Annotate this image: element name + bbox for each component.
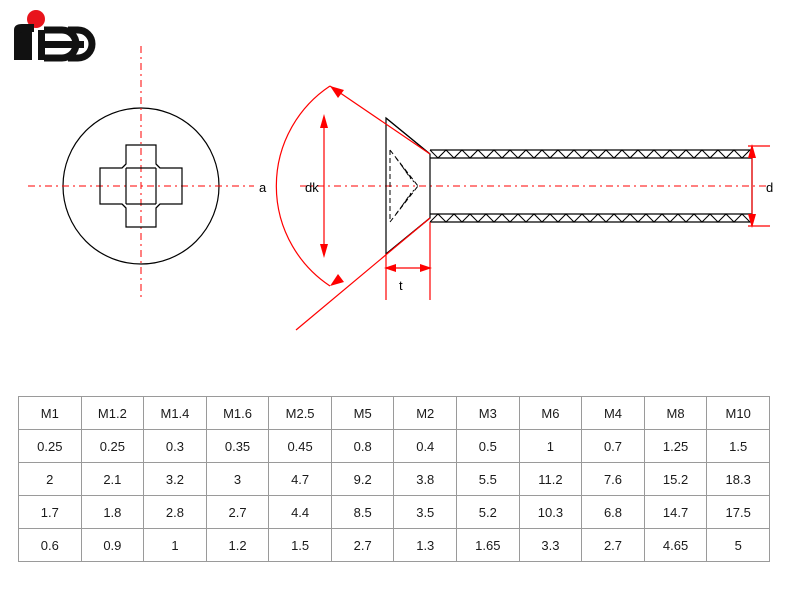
table-row: [19, 463, 770, 496]
table-cell: 1: [144, 529, 207, 562]
table-cell: 0.5: [457, 430, 520, 463]
table-header-cell: M4: [582, 397, 645, 430]
table-header-cell: M2: [394, 397, 457, 430]
table-cell: 18.3: [707, 463, 770, 496]
table-cell: 3.8: [394, 463, 457, 496]
angle-leader-lines: [296, 86, 430, 330]
table-cell: 3.3: [519, 529, 582, 562]
table-cell: 11.2: [519, 463, 582, 496]
table-cell: 1.3: [394, 529, 457, 562]
table-cell: 6.8: [582, 496, 645, 529]
table-cell: 1.7: [19, 496, 82, 529]
angle-arrow-bottom: [330, 274, 344, 286]
table-cell: 10.3: [519, 496, 582, 529]
table-cell: 0.6: [19, 529, 82, 562]
table-header-cell: M10: [707, 397, 770, 430]
table-cell: 2: [19, 463, 82, 496]
table-header-cell: M6: [519, 397, 582, 430]
table-cell: 1.2: [206, 529, 269, 562]
table-cell: 1.5: [707, 430, 770, 463]
table-header-cell: M1.6: [206, 397, 269, 430]
angle-arrow-top: [330, 86, 344, 98]
label-head-diameter-dk: dk: [305, 180, 319, 195]
table-cell: 3.2: [144, 463, 207, 496]
table-cell: 0.7: [582, 430, 645, 463]
table-cell: 3: [206, 463, 269, 496]
thread-profile-upper: [430, 150, 750, 158]
table-header-cell: M1.4: [144, 397, 207, 430]
spec-table: [18, 396, 770, 562]
table-cell: 8.5: [331, 496, 394, 529]
table-cell: 4.7: [269, 463, 332, 496]
table-row: [19, 430, 770, 463]
table-cell: 1.65: [457, 529, 520, 562]
table-cell: 1.5: [269, 529, 332, 562]
table-cell: 0.9: [81, 529, 144, 562]
table-cell: 1.25: [644, 430, 707, 463]
table-cell: 2.8: [144, 496, 207, 529]
table-header-cell: M2.5: [269, 397, 332, 430]
table-cell: 5.5: [457, 463, 520, 496]
table-cell: 0.3: [144, 430, 207, 463]
table-header-cell: M8: [644, 397, 707, 430]
dk-arrow-top: [320, 114, 328, 128]
table-cell: 2.7: [331, 529, 394, 562]
thread-profile-lower: [430, 214, 750, 222]
table-cell: 0.8: [331, 430, 394, 463]
label-thread-diameter-d: d: [766, 180, 774, 195]
table-cell: 4.4: [269, 496, 332, 529]
table-cell: 0.4: [394, 430, 457, 463]
table-cell: 0.35: [206, 430, 269, 463]
dk-arrow-bottom: [320, 244, 328, 258]
table-cell: 2.7: [582, 529, 645, 562]
table-header-cell: M5: [331, 397, 394, 430]
table-cell: 5: [707, 529, 770, 562]
top-view-group: [28, 46, 254, 300]
table-header-cell: M1: [19, 397, 82, 430]
table-cell: 1: [519, 430, 582, 463]
label-angle-a: a: [259, 180, 267, 195]
table-cell: 7.6: [582, 463, 645, 496]
table-header-cell: M3: [457, 397, 520, 430]
table-row: [19, 496, 770, 529]
table-cell: 15.2: [644, 463, 707, 496]
table-cell: 14.7: [644, 496, 707, 529]
table-cell: 2.7: [206, 496, 269, 529]
table-cell: 1.8: [81, 496, 144, 529]
table-cell: 0.45: [269, 430, 332, 463]
table-header-cell: M1.2: [81, 397, 144, 430]
side-view-group: [276, 86, 770, 330]
spec-table-wrap: [18, 396, 770, 562]
table-cell: 3.5: [394, 496, 457, 529]
table-cell: 4.65: [644, 529, 707, 562]
table-cell: 2.1: [81, 463, 144, 496]
label-head-thickness-t: t: [399, 278, 403, 293]
table-cell: 17.5: [707, 496, 770, 529]
table-row: [19, 529, 770, 562]
table-cell: 0.25: [81, 430, 144, 463]
table-cell: 9.2: [331, 463, 394, 496]
t-dimension-line: [386, 222, 430, 300]
table-header-row: [19, 397, 770, 430]
table-cell: 0.25: [19, 430, 82, 463]
table-cell: 5.2: [457, 496, 520, 529]
